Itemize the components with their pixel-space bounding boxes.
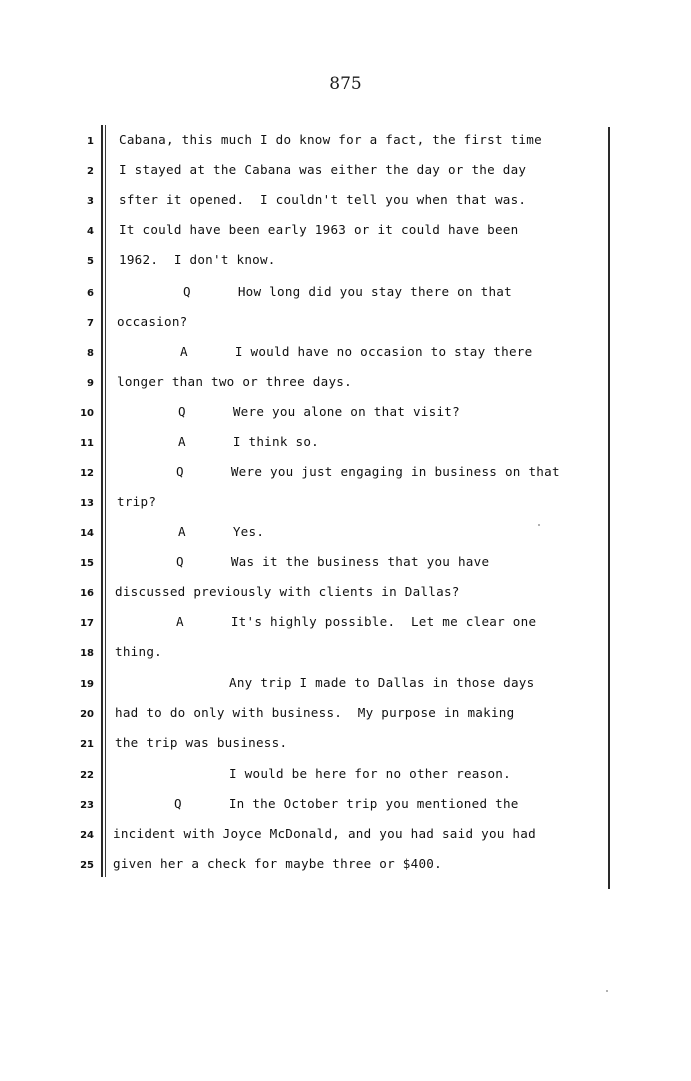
transcript-line [0, 400, 691, 430]
transcript-line [0, 188, 691, 218]
transcript-line [0, 640, 691, 670]
transcript-line [0, 550, 691, 580]
transcript-line [0, 610, 691, 640]
line-text: I stayed at the Cabana was either the day or the day [119, 162, 527, 177]
line-number: 8 [87, 348, 94, 359]
transcript-line [0, 430, 691, 460]
line-number: 20 [80, 709, 94, 720]
transcript-line [0, 490, 691, 520]
transcript-line [0, 218, 691, 248]
line-number: 5 [87, 256, 94, 267]
line-number: 21 [80, 739, 94, 750]
line-text: Q Were you alone on that visit? [178, 404, 460, 419]
line-number: 23 [80, 800, 94, 811]
line-number: 3 [87, 196, 94, 207]
transcript-line [0, 248, 691, 278]
transcript-line [0, 792, 691, 822]
line-number: 22 [80, 770, 94, 781]
transcript-line [0, 731, 691, 761]
line-number: 1 [87, 136, 94, 147]
line-text: Q Were you just engaging in business on that [176, 464, 560, 479]
line-text: the trip was business. [115, 735, 288, 750]
line-text: occasion? [117, 314, 188, 329]
scan-speck [606, 990, 608, 992]
transcript-line [0, 822, 691, 852]
page-number: 875 [329, 74, 362, 94]
scan-speck [538, 524, 540, 526]
line-text: thing. [115, 644, 162, 659]
transcript-line [0, 671, 691, 701]
transcript-line [0, 580, 691, 610]
transcript-line [0, 128, 691, 158]
transcript-line [0, 158, 691, 188]
line-text: discussed previously with clients in Dallas? [115, 584, 460, 599]
line-text: longer than two or three days. [117, 374, 352, 389]
transcript-line [0, 310, 691, 340]
line-text: Q How long did you stay there on that [183, 284, 512, 299]
line-number: 7 [87, 318, 94, 329]
line-text: I would be here for no other reason. [229, 766, 511, 781]
line-number: 19 [80, 679, 94, 690]
line-text: Cabana, this much I do know for a fact, the first time [119, 132, 542, 147]
line-text: A Yes. [178, 524, 265, 539]
line-number: 9 [87, 378, 94, 389]
line-text: A It's highly possible. Let me clear one [176, 614, 537, 629]
line-text: 1962. I don't know. [119, 252, 276, 267]
line-text: Q Was it the business that you have [176, 554, 490, 569]
line-text: had to do only with business. My purpose in making [115, 705, 515, 720]
line-number: 18 [80, 648, 94, 659]
transcript-line [0, 701, 691, 731]
transcript-line [0, 460, 691, 490]
line-number: 15 [80, 558, 94, 569]
transcript-line [0, 340, 691, 370]
line-number: 10 [80, 408, 94, 419]
transcript-line [0, 852, 691, 882]
line-text: A I think so. [178, 434, 319, 449]
line-text: trip? [117, 494, 157, 509]
line-text: Q In the October trip you mentioned the [174, 796, 519, 811]
line-number: 12 [80, 468, 94, 479]
line-number: 14 [80, 528, 94, 539]
line-text: incident with Joyce McDonald, and you had said you had [113, 826, 536, 841]
line-number: 2 [87, 166, 94, 177]
line-number: 13 [80, 498, 94, 509]
transcript-line [0, 370, 691, 400]
transcript-line [0, 280, 691, 310]
transcript-line [0, 762, 691, 792]
transcript-line [0, 520, 691, 550]
line-number: 17 [80, 618, 94, 629]
line-number: 24 [80, 830, 94, 841]
line-number: 11 [80, 438, 94, 449]
line-number: 4 [87, 226, 94, 237]
line-text: given her a check for maybe three or $400. [113, 856, 442, 871]
line-text: sfter it opened. I couldn't tell you when that was. [119, 192, 527, 207]
line-text: A I would have no occasion to stay there [180, 344, 533, 359]
line-text: Any trip I made to Dallas in those days [229, 675, 535, 690]
line-number: 16 [80, 588, 94, 599]
line-text: It could have been early 1963 or it could have been [119, 222, 519, 237]
line-number: 25 [80, 860, 94, 871]
line-number: 6 [87, 288, 94, 299]
